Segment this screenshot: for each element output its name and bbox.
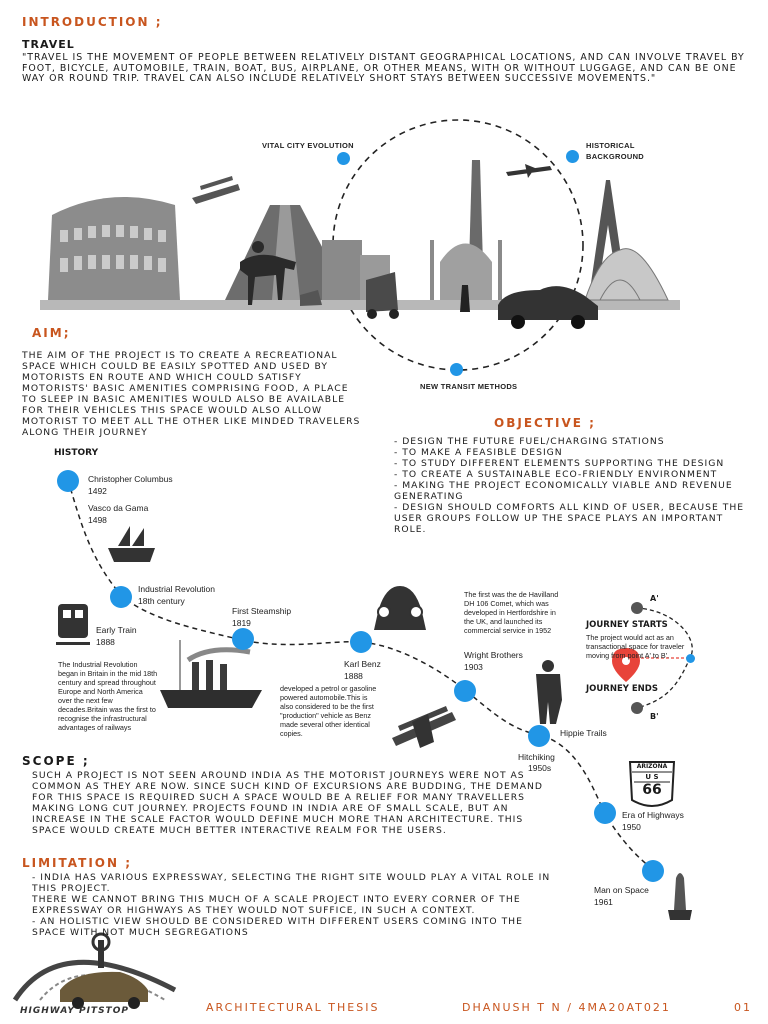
hitchiking-year: 1950s	[528, 763, 552, 773]
history-dot-benz	[350, 631, 372, 653]
highways-year: 1950	[622, 822, 641, 832]
benz-note: developed a petrol or gasoline powered automobile.This is also considered to be the first "production" vehicle as Benz made several other identical copies.	[280, 684, 377, 738]
introduction-heading: INTRODUCTION ;	[22, 15, 163, 29]
early-train-year: 1888	[96, 637, 115, 647]
history-heading: HISTORY	[54, 448, 99, 458]
objective-item: - MAKING THE PROJECT ECONOMICALLY VIABLE AND REVENUE GENERATING	[394, 480, 733, 502]
industrial-century: 18th century	[138, 596, 185, 606]
point-a-label: A'	[650, 594, 659, 603]
space-label: Man on Space	[594, 885, 649, 895]
history-dot-hippie	[528, 725, 550, 747]
history-dot-industrial	[110, 586, 132, 608]
gama-year: 1498	[88, 515, 107, 525]
journey-text: The project would act as an transactional space for traveler moving from point A' to B'.	[586, 633, 685, 660]
thesis-title: ARCHITECTURAL THESIS	[206, 1001, 380, 1014]
objective-item: - TO STUDY DIFFERENT ELEMENTS SUPPORTING THE DESIGN	[394, 458, 725, 469]
columbus-year: 1492	[88, 486, 107, 496]
space-year: 1961	[594, 897, 613, 907]
objective-item: - DESIGN SHOULD COMFORTS ALL KIND OF USER, BECAUSE THE USER GROUPS FOLLOW UP THE SPACE PLAYS AN IMPORTANT ROLE.	[394, 502, 745, 535]
limitation-item: - INDIA HAS VARIOUS EXPRESSWAY, SELECTING THE RIGHT SITE WOULD PLAY A VITAL ROLE IN THIS PROJECT.	[32, 872, 551, 894]
objective-list	[394, 436, 750, 535]
industrial-label: Industrial Revolution	[138, 584, 216, 594]
gama-label: Vasco da Gama	[88, 503, 149, 513]
train-note: The Industrial Revolution began in Britain in the mid 18th century and spread throughout Europe and North America over the next few decades.Britain was the first to recognise the infrastructural advantages of railways	[58, 660, 158, 732]
scope-text: SUCH A PROJECT IS NOT SEEN AROUND INDIA AS THE MOTORIST JOURNEYS WERE NOT AS COMMON AS THEY ARE NOW. SINCE SUCH KIND OF EXCURSIONS ARE BUDDING, THE DEMAND FOR THIS SPACE IS REQUIRED SUCH A SPACE WOULD BE A RELIEF FOR MANY TRAVELLERS MAKING LONG CUT JOURNEY. PROJECTS FOUND IN INDIA ARE OF SMALL SCALE, BUT AN INCREASE IN THE SCALE FACTOR WOULD DEFINE MUCH MORE THAN ARCHITECTURE. THIS SPACE WOULD CREATE MUCH BETTER INTERACTIVE REALM FOR THE USERS.	[32, 770, 543, 836]
vital-city-dot	[337, 152, 350, 165]
journey-end-dot	[686, 654, 695, 663]
aim-heading: AIM;	[32, 326, 71, 340]
columbus-label: Christopher Columbus	[88, 474, 173, 484]
hitchiking-label: Hitchiking	[518, 752, 555, 762]
limitation-list	[32, 872, 552, 938]
objective-item: - DESIGN THE FUTURE FUEL/CHARGING STATIONS	[394, 436, 665, 447]
point-b-label: B'	[650, 712, 659, 721]
point-a-marker	[631, 602, 643, 614]
journey-starts-label: JOURNEY STARTS	[586, 620, 668, 630]
early-train-label: Early Train	[96, 625, 137, 635]
vintage-car-icon	[374, 586, 426, 630]
travel-subheading: TRAVEL	[22, 38, 75, 51]
scope-heading: SCOPE ;	[22, 754, 90, 768]
limitation-item: - AN HOLISTIC VIEW SHOULD BE CONSIDERED WITH DIFFERENT USERS COMING INTO THE SPACE WITH NOT MUCH SEGREGATIONS	[32, 916, 523, 938]
limitation-item: THERE WE CANNOT BRING THIS MUCH OF A SCALE PROJECT INTO EVERY CORNER OF THE EXPRESSWAY OR HIGHWAYS AS THEY WOULD NOT SUFFICE, IN SUCH A CONTEXT.	[32, 894, 521, 916]
travel-quote: "TRAVEL IS THE MOVEMENT OF PEOPLE BETWEEN RELATIVELY DISTANT GEOGRAPHICAL LOCATIONS, AND CAN INVOLVE TRAVEL BY FOOT, BICYCLE, AUTOMOBILE, TRAIN, BOAT, BUS, AIRPLANE, OR OTHER MEANS, WITH OR WITHOUT LUGGAGE, AND CAN BE ONE WAY OR ROUND TRIP. TRAVEL CAN ALSO INCLUDE RELATIVELY SHORT STAYS BETWEEN SUCCESSIVE MOVEMENTS."	[22, 52, 745, 85]
steamship-year: 1819	[232, 618, 251, 628]
highway-pitstop-logo	[15, 934, 175, 1009]
benz-label: Karl Benz	[344, 659, 381, 669]
sign-top: ARIZONA	[636, 763, 668, 770]
history-dot-columbus	[57, 470, 79, 492]
steamship-label: First Steamship	[232, 606, 292, 616]
objective-item: - TO CREATE A SUSTAINABLE ECO-FRIENDLY ENVIRONMENT	[394, 469, 718, 480]
comet-note: The first was the de Havilland DH 106 Comet, which was developed in Hertfordshire in the UK, and launched its commercial service in 1952	[464, 590, 559, 635]
benz-year: 1888	[344, 671, 363, 681]
journey-ends-label: JOURNEY ENDS	[586, 684, 658, 694]
history-dot-wright	[454, 680, 476, 702]
limitation-heading: LIMITATION ;	[22, 856, 132, 870]
highways-label: Era of Highways	[622, 810, 684, 820]
steamship-icon	[160, 640, 262, 708]
new-transit-dot	[450, 363, 463, 376]
history-dot-highways	[594, 802, 616, 824]
new-transit-label: NEW TRANSIT METHODS	[420, 382, 518, 391]
sign-us: U S	[645, 773, 659, 781]
historical-dot	[566, 150, 579, 163]
history-dot-steamship	[232, 628, 254, 650]
vital-city-label: VITAL CITY EVOLUTION	[262, 141, 354, 150]
space-shuttle-icon	[668, 873, 692, 920]
evolution-circle	[333, 120, 583, 370]
hiker-icon	[536, 660, 562, 724]
wright-label: Wright Brothers	[464, 650, 523, 660]
point-b-marker	[631, 702, 643, 714]
wright-year: 1903	[464, 662, 483, 672]
train-icon	[56, 604, 90, 645]
history-dot-space	[642, 860, 664, 882]
author-id: DHANUSH T N / 4MA20AT021	[462, 1001, 671, 1014]
page-number: 01	[734, 1001, 752, 1014]
sign-number: 66	[642, 782, 662, 798]
monument-collage	[40, 160, 680, 329]
historical-label-2: BACKGROUND	[586, 152, 644, 161]
biplane-icon	[392, 706, 456, 748]
historical-label-1: HISTORICAL	[586, 141, 635, 150]
boat-icon	[108, 526, 155, 562]
hippie-label: Hippie Trails	[560, 728, 607, 738]
objective-item: - TO MAKE A FEASIBLE DESIGN	[394, 447, 563, 458]
objective-heading: OBJECTIVE ;	[494, 416, 596, 430]
aim-text: THE AIM OF THE PROJECT IS TO CREATE A RECREATIONAL SPACE WHICH COULD BE EASILY SPOTTED AND USED BY MOTORISTS EN ROUTE AND WHICH COULD SATISFY MOTORISTS' BASIC AMENITIES COMPRISING FOOD, A PLACE TO SLEEP IN BASIC AMENITIES WOULD ALSO BE AVAILABLE FOR THEIR VEHICLES THIS SPACE WOULD ALSO ALLOW MOTORIST TO MEET ALL THE OTHER LIKE MINDED TRAVELERS ALONG THEIR JOURNEY	[22, 350, 361, 438]
logo-text: HIGHWAY PITSTOP	[20, 1006, 129, 1016]
